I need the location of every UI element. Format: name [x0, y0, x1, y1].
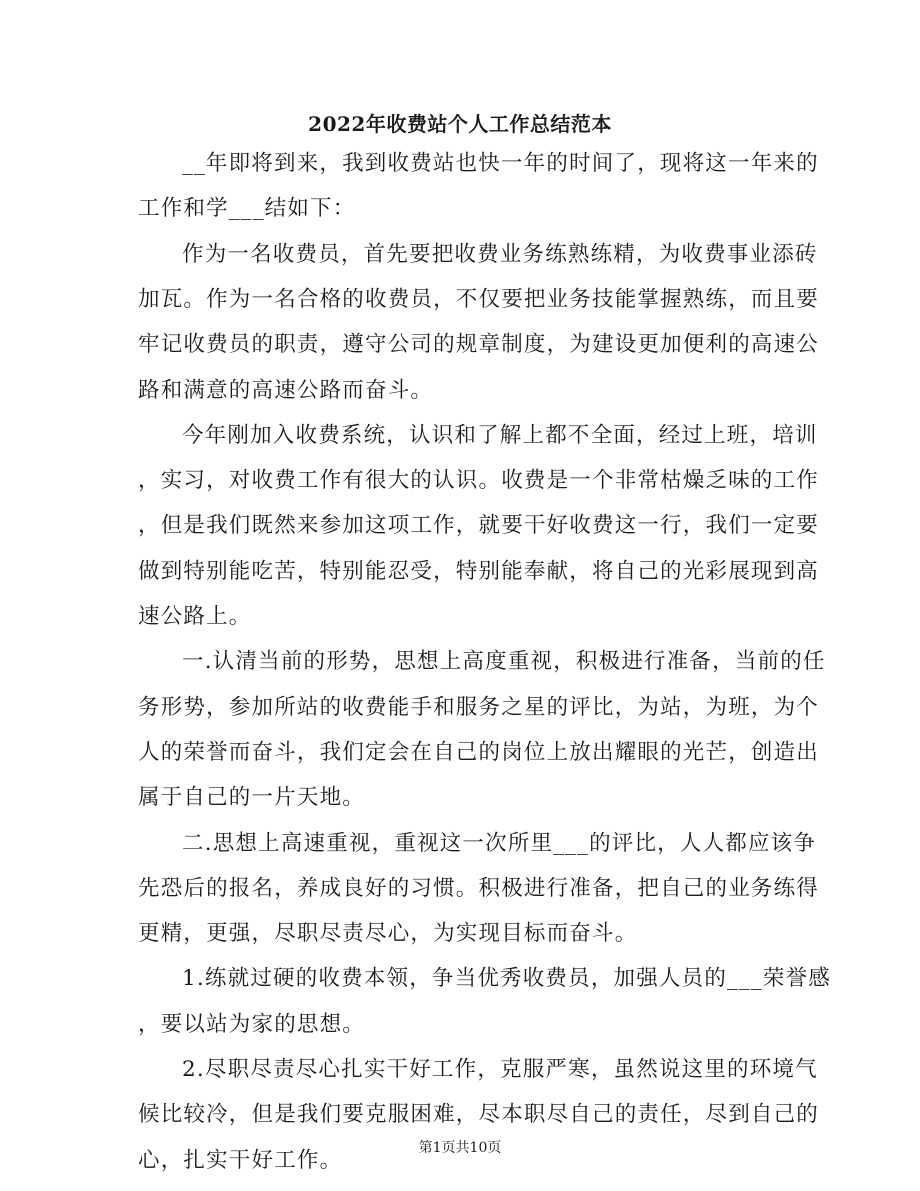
text-line: 速公路上。 [138, 604, 252, 629]
text-line: 一.认清当前的形势，思想上高度重视，积极进行准备，当前的任 [182, 649, 826, 674]
text-line: 二.思想上高速重视，重视这一次所里___的评比，人人都应该争 [182, 831, 817, 856]
text-line: 路和满意的高速公路而奋斗。 [138, 378, 434, 403]
text-line: ，要以站为家的思想。 [138, 1012, 366, 1037]
text-line: __年即将到来，我到收费站也快一年的时间了，现将这一年来的 [182, 151, 819, 176]
text-line: ，实习，对收费工作有很大的认识。收费是一个非常枯燥乏味的工作 [138, 468, 820, 493]
text-line: 先恐后的报名，养成良好的习惯。积极进行准备，把自己的业务练得 [138, 876, 820, 901]
document-title: 2022年收费站个人工作总结范本 [308, 112, 612, 136]
text-line: 心，扎实干好工作。 [138, 1148, 343, 1173]
text-line: 作为一名收费员，首先要把收费业务练熟练精，为收费事业添砖 [182, 242, 818, 267]
text-line: ，但是我们既然来参加这项工作，就要干好收费这一行，我们一定要 [138, 513, 820, 538]
text-line: 加瓦。作为一名合格的收费员，不仅要把业务技能掌握熟练，而且要 [138, 287, 820, 312]
text-line: 今年刚加入收费系统，认识和了解上都不全面，经过上班，培训 [182, 423, 818, 448]
text-line: 2.尽职尽责尽心扎实干好工作，克服严寒，虽然说这里的环境气 [182, 1057, 818, 1082]
text-line: 务形势，参加所站的收费能手和服务之星的评比，为站，为班，为个 [138, 695, 820, 720]
text-line: 做到特别能吃苦，特别能忍受，特别能奉献，将自己的光彩展现到高 [138, 559, 820, 584]
text-line: 人的荣誉而奋斗，我们定会在自己的岗位上放出耀眼的光芒，创造出 [138, 740, 820, 765]
text-line: 更精，更强，尽职尽责尽心，为实现目标而奋斗。 [138, 921, 638, 946]
text-line: 牢记收费员的职责，遵守公司的规章制度，为建设更加便利的高速公 [138, 332, 820, 357]
text-line: 1.练就过硬的收费本领，争当优秀收费员，加强人员的___荣誉感 [182, 966, 831, 991]
text-line: 工作和学___结如下： [138, 196, 356, 221]
text-line: 候比较冷，但是我们要克服困难，尽本职尽自己的责任，尽到自己的 [138, 1102, 820, 1127]
text-line: 属于自己的一片天地。 [138, 785, 366, 810]
page-number: 第1页共10页 [418, 1140, 502, 1156]
